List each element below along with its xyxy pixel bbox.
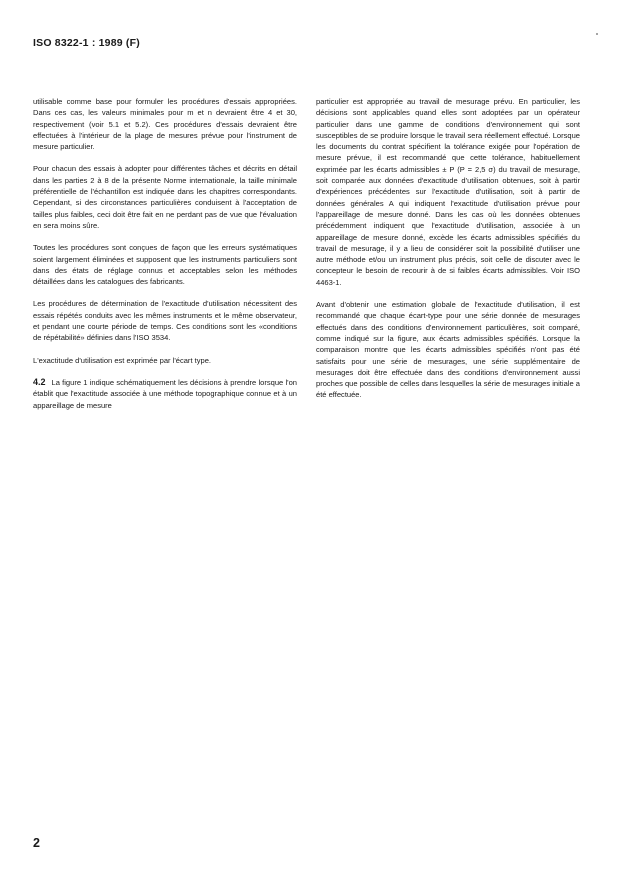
left-column xyxy=(33,96,297,411)
paragraph-test-procedures: utilisable comme base pour formuler les procédures d'essais appropriées. Dans ces cas, les valeurs minimales pour m et n devraient être 4 et 30, respectivement (voir 5.1 et 5.2). Ces procédures d'essais devraient être effectuées à l'intérieur de la plage de mesures prévue pour l'instrument de mesure particulier. xyxy=(33,97,297,152)
paragraph-sample-size: Pour chacun des essais à adopter pour différentes tâches et décrits en détail dans les parties 2 à 8 de la présente Norme internationale, la taille minimale préférentielle de l'échantillon est indiquée dans les chapitres correspondants. Cependant, si des circonstances particulières conduisent à l'acceptation de tailles plus faibles, ceci doit être fait en ne perdant pas de vue que l'évaluation en sera moins sûre. xyxy=(33,164,297,230)
paragraph-systematic-errors: Toutes les procédures sont conçues de façon que les erreurs systématiques soient largement éliminées et supposent que les instruments particuliers sont dans des états de réglage connus et acceptables selon les méthodes détaillées dans les catalogues des fabricants. xyxy=(33,243,297,287)
section-4-2 xyxy=(33,377,297,411)
section-number: 4.2 xyxy=(33,376,46,387)
scan-speck xyxy=(596,33,598,35)
paragraph-repeatability: Les procédures de détermination de l'exactitude d'utilisation nécessitent des essais répétés conduits avec les mêmes instruments et le même observateur, et pendant une courte période de temps. Ces conditions sont les «conditions de répétabilité» définies dans l'ISO 3534. xyxy=(33,299,297,343)
page-number: 2 xyxy=(33,836,40,850)
paragraph-tolerance: particulier est appropriée au travail de mesurage prévu. En particulier, les décisions sont applicables quand elles sont adoptées par un opérateur particulier dans une gamme de conditions d'environnement qui sont susceptibles de se produire lorsque le travail sera réellement effectué. Lorsque les documents du contrat spécifient la tolérance exigée pour l'opération de mesure prévue, il est recommandé que cette tolérance, habituellement exprimée par les écarts admissibles ± P (P = 2,5 σ) du travail de mesurage, soit comparée aux données d'exactitude d'utilisation obtenues, soit à partir d'expériences précédentes sur l'exactitude d'utilisation, soit à partir de données générales A qui indiquent l'exactitude d'utilisation prévue pour l'appareillage de mesure donné. Dans les cas où les données obtenues précédemment indiquent que l'exactitude d'utilisation, associée à un appareillage de mesure donné, excède les écarts admissibles spécifiés du travail de mesurage, il y a lieu de considérer soit la possibilité d'utiliser une autre méthode et/ou un instrument plus précis, soit celle de discuter avec le concepteur le besoin de recourir à de si faibles écarts admissibles. Voir ISO 4463-1. xyxy=(316,97,580,287)
section-4-2-text: La figure 1 indique schématiquement les décisions à prendre lorsque l'on établit que l'exactitude associée à une méthode topographique connue et à un appareillage de mesure xyxy=(33,377,297,410)
document-header: ISO 8322-1 : 1989 (F) xyxy=(33,37,140,49)
right-column xyxy=(316,96,580,412)
paragraph-standard-deviation: L'exactitude d'utilisation est exprimée par l'écart type. xyxy=(33,355,211,365)
paragraph-global-estimate: Avant d'obtenir une estimation globale de l'exactitude d'utilisation, il est recommandé que chaque écart-type pour une série donnée de mesurages effectués dans des conditions d'environnement particulières, soit comparé, comme indiqué sur la figure, aux écarts admissibles spécifiés. Lorsque la comparaison montre que les écarts admissibles spécifiés n'ont pas été satisfaits pour une série de mesurages, une série supplémentaire de mesurages doit être effectuée dans des conditions d'environnement aussi proches que possible de celles dans lesquelles la série de mesurages initiale a été effectuée. xyxy=(316,300,580,400)
